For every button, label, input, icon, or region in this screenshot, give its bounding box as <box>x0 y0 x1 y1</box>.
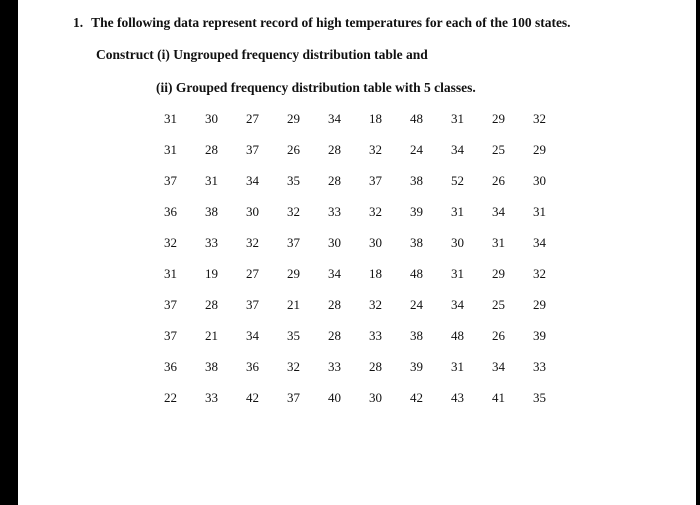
table-cell: 24 <box>410 296 423 312</box>
table-cell: 29 <box>533 141 546 157</box>
table-cell: 30 <box>205 110 218 126</box>
table-cell: 19 <box>205 265 218 281</box>
table-cell: 34 <box>328 265 341 281</box>
table-cell: 37 <box>164 296 177 312</box>
table-cell: 24 <box>410 141 423 157</box>
table-cell: 30 <box>369 389 382 405</box>
table-cell: 31 <box>492 234 505 250</box>
table-cell: 29 <box>492 265 505 281</box>
table-cell: 39 <box>410 203 423 219</box>
table-cell: 35 <box>287 327 300 343</box>
table-row <box>150 196 560 227</box>
table-cell: 35 <box>533 389 546 405</box>
table-cell: 30 <box>369 234 382 250</box>
table-cell: 30 <box>533 172 546 188</box>
table-cell: 31 <box>451 265 464 281</box>
table-cell: 40 <box>328 389 341 405</box>
document-page <box>18 0 696 505</box>
table-cell: 31 <box>164 110 177 126</box>
table-cell: 37 <box>164 172 177 188</box>
table-cell: 48 <box>410 265 423 281</box>
table-cell: 26 <box>492 327 505 343</box>
table-cell: 43 <box>451 389 464 405</box>
table-cell: 28 <box>369 358 382 374</box>
table-cell: 25 <box>492 296 505 312</box>
table-cell: 29 <box>287 110 300 126</box>
table-cell: 32 <box>164 234 177 250</box>
table-cell: 32 <box>533 265 546 281</box>
table-cell: 34 <box>451 141 464 157</box>
table-cell: 36 <box>164 358 177 374</box>
table-cell: 48 <box>410 110 423 126</box>
table-cell: 37 <box>164 327 177 343</box>
table-cell: 34 <box>451 296 464 312</box>
table-cell: 32 <box>287 203 300 219</box>
table-cell: 37 <box>287 389 300 405</box>
table-cell: 28 <box>205 141 218 157</box>
table-cell: 52 <box>451 172 464 188</box>
table-cell: 41 <box>492 389 505 405</box>
table-cell: 28 <box>328 172 341 188</box>
table-cell: 31 <box>205 172 218 188</box>
table-cell: 28 <box>328 327 341 343</box>
table-cell: 28 <box>328 296 341 312</box>
table-cell: 26 <box>492 172 505 188</box>
table-cell: 48 <box>451 327 464 343</box>
table-cell: 33 <box>533 358 546 374</box>
table-cell: 18 <box>369 110 382 126</box>
table-cell: 35 <box>287 172 300 188</box>
table-cell: 36 <box>246 358 259 374</box>
table-cell: 34 <box>533 234 546 250</box>
table-cell: 38 <box>205 203 218 219</box>
instruction-ungrouped: Construct (i) Ungrouped frequency distribution table and <box>96 47 428 62</box>
table-cell: 37 <box>246 296 259 312</box>
table-cell: 31 <box>533 203 546 219</box>
temperature-data-table <box>150 103 560 413</box>
table-cell: 33 <box>369 327 382 343</box>
table-cell: 28 <box>328 141 341 157</box>
table-cell: 34 <box>246 172 259 188</box>
table-cell: 32 <box>369 141 382 157</box>
table-cell: 26 <box>287 141 300 157</box>
table-cell: 31 <box>451 203 464 219</box>
table-row <box>150 258 560 289</box>
table-cell: 34 <box>328 110 341 126</box>
table-cell: 29 <box>287 265 300 281</box>
table-cell: 32 <box>246 234 259 250</box>
table-cell: 32 <box>369 296 382 312</box>
question-number: 1. <box>73 15 84 30</box>
table-cell: 27 <box>246 110 259 126</box>
table-row <box>150 351 560 382</box>
table-cell: 34 <box>492 203 505 219</box>
table-cell: 18 <box>369 265 382 281</box>
table-cell: 33 <box>328 203 341 219</box>
table-cell: 42 <box>410 389 423 405</box>
table-cell: 38 <box>410 172 423 188</box>
table-cell: 32 <box>533 110 546 126</box>
table-cell: 21 <box>287 296 300 312</box>
table-cell: 32 <box>369 203 382 219</box>
table-cell: 31 <box>164 265 177 281</box>
table-cell: 38 <box>205 358 218 374</box>
question-text: The following data represent record of high temperatures for each of the 100 states. <box>91 15 571 30</box>
table-cell: 34 <box>492 358 505 374</box>
table-row <box>150 165 560 196</box>
table-cell: 30 <box>328 234 341 250</box>
table-cell: 38 <box>410 327 423 343</box>
table-cell: 32 <box>287 358 300 374</box>
table-cell: 28 <box>205 296 218 312</box>
table-cell: 31 <box>451 358 464 374</box>
table-cell: 29 <box>492 110 505 126</box>
table-cell: 25 <box>492 141 505 157</box>
table-cell: 39 <box>533 327 546 343</box>
table-cell: 33 <box>328 358 341 374</box>
table-cell: 36 <box>164 203 177 219</box>
table-row <box>150 320 560 351</box>
table-cell: 31 <box>164 141 177 157</box>
table-cell: 33 <box>205 234 218 250</box>
instruction-grouped: (ii) Grouped frequency distribution table with 5 classes. <box>156 80 476 95</box>
table-cell: 42 <box>246 389 259 405</box>
table-cell: 37 <box>246 141 259 157</box>
table-row <box>150 103 560 134</box>
table-row <box>150 134 560 165</box>
table-cell: 37 <box>369 172 382 188</box>
table-cell: 38 <box>410 234 423 250</box>
table-row <box>150 227 560 258</box>
table-cell: 22 <box>164 389 177 405</box>
table-cell: 21 <box>205 327 218 343</box>
table-cell: 39 <box>410 358 423 374</box>
table-row <box>150 289 560 320</box>
table-cell: 33 <box>205 389 218 405</box>
table-row <box>150 382 560 413</box>
table-cell: 34 <box>246 327 259 343</box>
table-cell: 37 <box>287 234 300 250</box>
table-cell: 29 <box>533 296 546 312</box>
table-cell: 31 <box>451 110 464 126</box>
table-cell: 30 <box>451 234 464 250</box>
table-cell: 27 <box>246 265 259 281</box>
question-line-1 <box>73 15 571 31</box>
table-cell: 30 <box>246 203 259 219</box>
